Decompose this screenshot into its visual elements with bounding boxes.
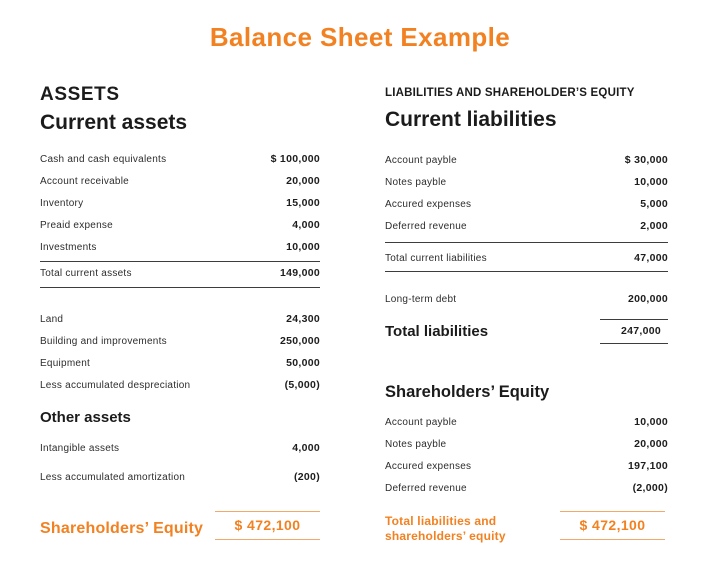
line-item-value: (200) <box>293 471 320 483</box>
line-item-row <box>385 171 668 193</box>
line-item-value: 4,000 <box>292 219 320 231</box>
line-item-label: Accured expenses <box>385 198 472 210</box>
assets-footer-label: Shareholders’ Equity <box>40 520 204 537</box>
line-item-row <box>385 411 668 433</box>
line-item-value: $ 100,000 <box>270 153 320 165</box>
separator-line <box>385 242 668 243</box>
total-label: Total current assets <box>40 267 132 279</box>
liabilities-column <box>385 86 668 499</box>
total-current-assets-row <box>40 262 320 284</box>
separator-line <box>385 271 668 272</box>
liabilities-footer-label: Total liabilities and shareholders’ equity <box>385 514 506 543</box>
total-current-liabilities-row <box>385 247 668 269</box>
current-liabilities-heading: Current liabilities <box>385 108 557 131</box>
line-item-label: Intangible assets <box>40 442 120 454</box>
line-item-row <box>40 192 320 214</box>
line-item-row <box>40 374 320 396</box>
fixed-assets-rows <box>40 308 320 396</box>
equity-rows <box>385 411 668 499</box>
line-item-value: 15,000 <box>286 197 320 209</box>
line-item-value: 20,000 <box>634 438 668 450</box>
current-liabilities-rows <box>385 149 668 237</box>
line-item-value: 10,000 <box>286 241 320 253</box>
line-item-label: Notes payble <box>385 438 447 450</box>
line-item-label: Less accumulated amortization <box>40 471 186 483</box>
line-item-value: (2,000) <box>632 482 668 494</box>
total-liabilities-value: 247,000 <box>600 319 668 344</box>
line-item-row <box>385 215 668 237</box>
other-assets-heading: Other assets <box>40 409 131 426</box>
line-item-value: 20,000 <box>286 175 320 187</box>
total-value: 47,000 <box>634 252 668 264</box>
line-item-value: 4,000 <box>292 442 320 454</box>
total-liabilities-row <box>385 319 668 344</box>
line-item-label: Building and improvements <box>40 335 167 347</box>
line-item-label: Long-term debt <box>385 293 457 305</box>
line-item-row <box>40 148 320 170</box>
line-item-label: Notes payble <box>385 176 447 188</box>
line-item-label: Cash and cash equivalents <box>40 153 167 165</box>
line-item-label: Land <box>40 313 64 325</box>
line-item-label: Account payble <box>385 416 457 428</box>
line-item-label: Preaid expense <box>40 219 113 231</box>
line-item-row <box>40 437 320 459</box>
line-item-row <box>385 433 668 455</box>
line-item-row <box>40 330 320 352</box>
line-item-value: 2,000 <box>640 220 668 232</box>
line-item-value: 200,000 <box>627 293 668 305</box>
line-item-label: Deferred revenue <box>385 220 467 232</box>
line-item-label: Account receivable <box>40 175 129 187</box>
assets-column <box>40 84 320 488</box>
liabilities-heading: LIABILITIES AND SHAREHOLDER’S EQUITY <box>385 87 635 99</box>
shareholders-equity-heading: Shareholders’ Equity <box>385 383 550 401</box>
line-item-label: Less accumulated despreciation <box>40 379 191 391</box>
line-item-value: $ 30,000 <box>624 154 668 166</box>
assets-footer-amount: $ 472,100 <box>215 511 320 540</box>
line-item-row <box>40 466 320 488</box>
line-item-value: 5,000 <box>640 198 668 210</box>
total-liabilities-label: Total liabilities <box>385 322 489 340</box>
total-label: Total current liabilities <box>385 252 487 264</box>
other-assets-rows <box>40 437 320 488</box>
line-item-value: 24,300 <box>286 313 320 325</box>
line-item-row <box>40 214 320 236</box>
line-item-label: Deferred revenue <box>385 482 467 494</box>
line-item-value: 50,000 <box>286 357 320 369</box>
line-item-label: Account payble <box>385 154 457 166</box>
line-item-row <box>40 352 320 374</box>
line-item-value: 197,100 <box>627 460 668 472</box>
page-title: Balance Sheet Example <box>209 22 511 52</box>
current-assets-rows <box>40 148 320 258</box>
liabilities-footer-amount: $ 472,100 <box>560 511 665 540</box>
line-item-row <box>40 236 320 258</box>
line-item-row <box>385 149 668 171</box>
line-item-label: Investments <box>40 241 97 253</box>
line-item-value: 10,000 <box>634 416 668 428</box>
current-assets-heading: Current assets <box>40 111 188 134</box>
line-item-label: Equipment <box>40 357 91 369</box>
long-term-debt-row <box>385 288 668 310</box>
line-item-row <box>40 308 320 330</box>
total-value: 149,000 <box>279 267 320 279</box>
line-item-label: Inventory <box>40 197 84 209</box>
assets-heading: ASSETS <box>40 84 120 105</box>
line-item-row <box>385 193 668 215</box>
line-item-value: (5,000) <box>284 379 320 391</box>
line-item-row <box>385 477 668 499</box>
line-item-value: 10,000 <box>634 176 668 188</box>
line-item-value: 250,000 <box>279 335 320 347</box>
line-item-row <box>385 455 668 477</box>
line-item-row <box>40 170 320 192</box>
line-item-label: Accured expenses <box>385 460 472 472</box>
separator-line <box>40 287 320 288</box>
